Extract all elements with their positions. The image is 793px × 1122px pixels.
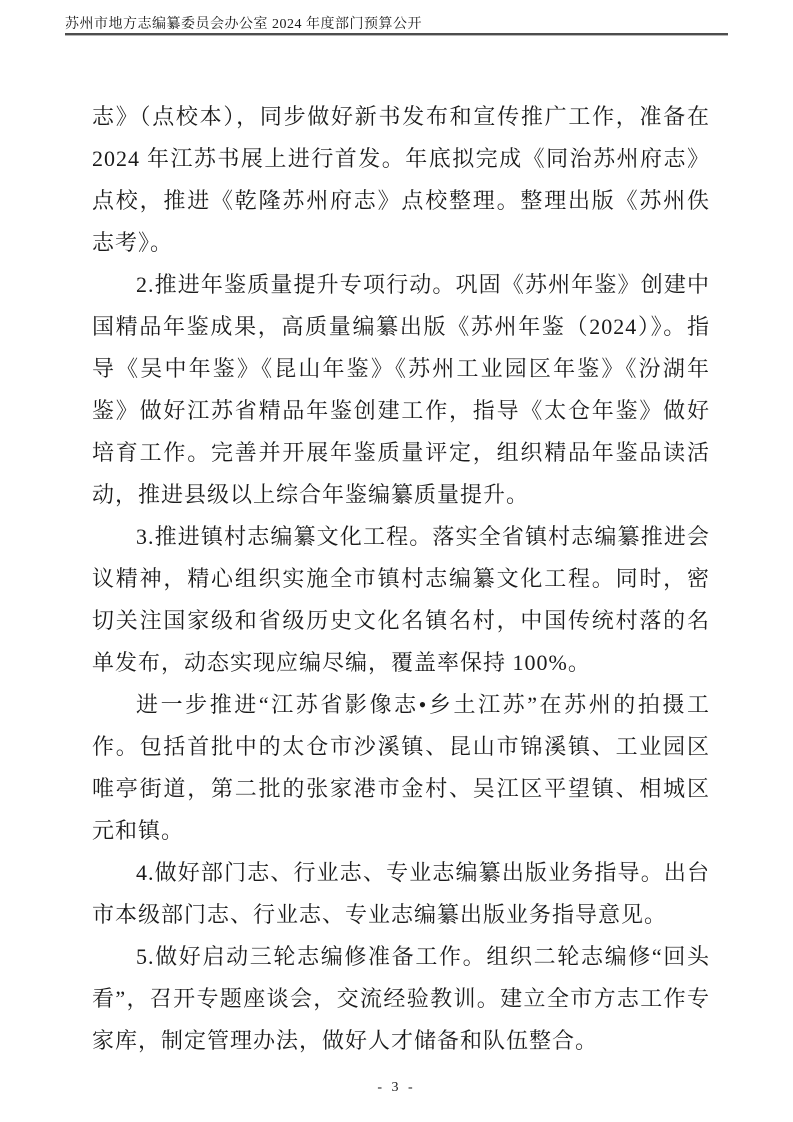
body-paragraph: 志》（点校本），同步做好新书发布和宣传推广工作，准备在 2024 年江苏书展上进行首发。年底拟完成《同治苏州府志》点校，推进《乾隆苏州府志》点校整理。整理出版《苏州佚志考》。 [92, 104, 710, 255]
body-paragraph: 3.推进镇村志编纂文化工程。落实全省镇村志编纂推进会议精神，精心组织实施全市镇村志编纂文化工程。同时，密切关注国家级和省级历史文化名镇名村，中国传统村落的名单发布，动态实现应编尽编，覆盖率保持 100%。 [92, 524, 710, 675]
body-paragraph: 4.做好部门志、行业志、专业志编纂出版业务指导。出台市本级部门志、行业志、专业志编纂出版业务指导意见。 [92, 860, 710, 927]
header-rule [65, 33, 728, 36]
document-body [92, 96, 710, 1062]
body-paragraph: 进一步推进“江苏省影像志•乡土江苏”在苏州的拍摄工作。包括首批中的太仓市沙溪镇、昆山市锦溪镇、工业园区唯亭街道，第二批的张家港市金村、吴江区平望镇、相城区元和镇。 [92, 692, 710, 843]
body-paragraph: 2.推进年鉴质量提升专项行动。巩固《苏州年鉴》创建中国精品年鉴成果，高质量编纂出版《苏州年鉴（2024）》。指导《吴中年鉴》《昆山年鉴》《苏州工业园区年鉴》《汾湖年鉴》做好江苏省精品年鉴创建工作，指导《太仓年鉴》做好培育工作。完善并开展年鉴质量评定，组织精品年鉴品读活动，推进县级以上综合年鉴编纂质量提升。 [92, 272, 710, 507]
page-header-title: 苏州市地方志编纂委员会办公室 2024 年度部门预算公开 [65, 17, 422, 32]
page-number: - 3 - [377, 1080, 416, 1095]
body-paragraph: 5.做好启动三轮志编修准备工作。组织二轮志编修“回头看”，召开专题座谈会，交流经验教训。建立全市方志工作专家库，制定管理办法，做好人才储备和队伍整合。 [92, 944, 710, 1053]
page-footer [0, 1080, 793, 1096]
